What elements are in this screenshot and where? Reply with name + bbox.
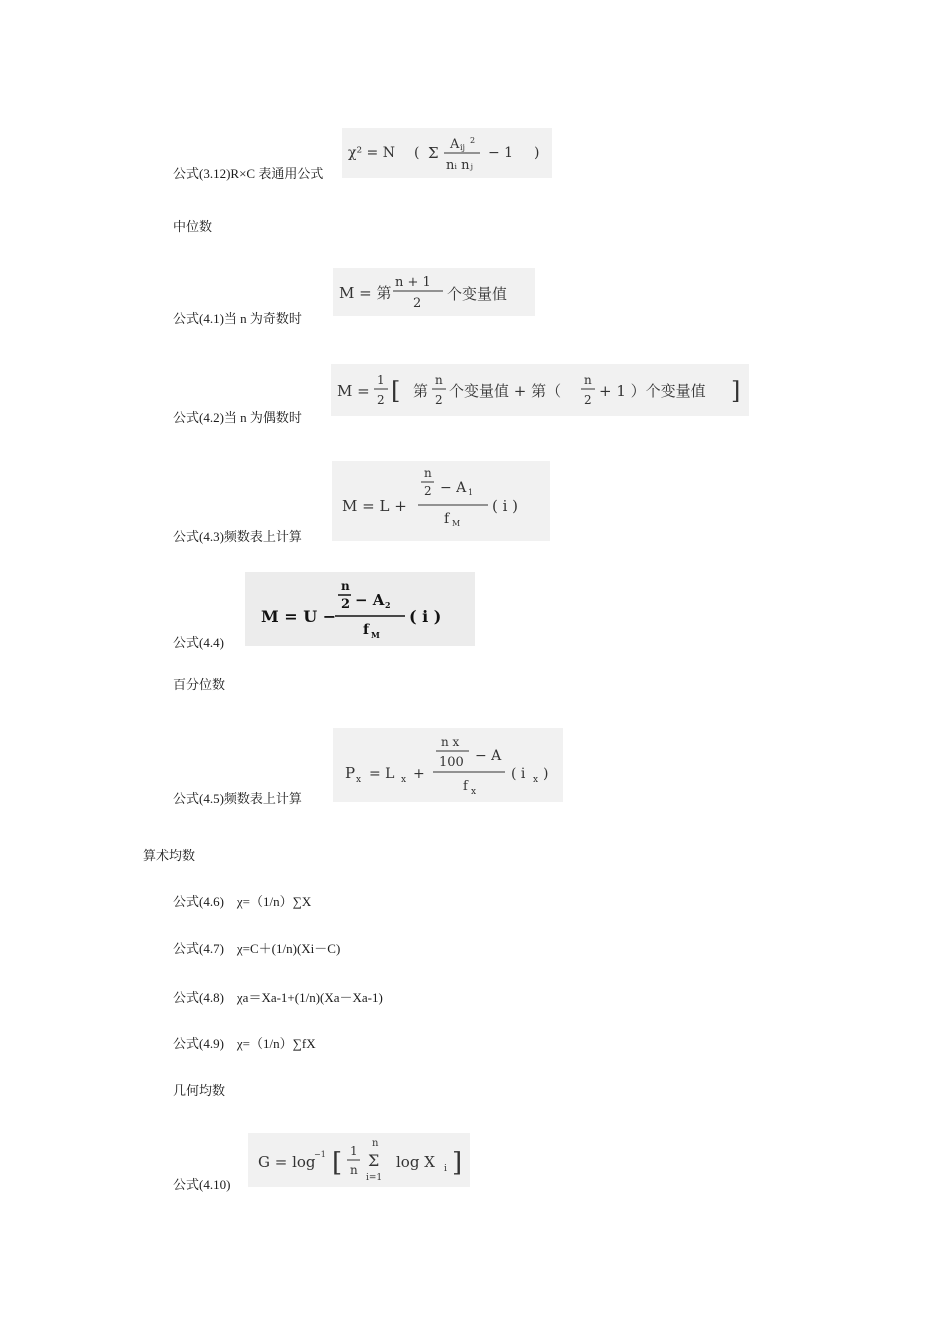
- f44-den-sub: M: [371, 630, 380, 640]
- f410-sum-top: n: [372, 1138, 379, 1149]
- f45-den-sub: x: [471, 787, 477, 797]
- f312-lhs: χ² = N: [348, 145, 395, 161]
- f44-minus-a: − A: [355, 591, 385, 609]
- f410-log: log X: [396, 1153, 435, 1171]
- f45-lhs: P: [345, 764, 356, 782]
- f45-inner-num: n x: [441, 735, 460, 749]
- f312-num-sup: 2: [470, 136, 476, 145]
- f45-eq: = L: [369, 766, 395, 782]
- formula-4-10-image: [248, 1133, 470, 1187]
- f42-p3: + 1 ）个变量值: [599, 382, 706, 400]
- f41-lhs: M = 第: [339, 284, 392, 302]
- f42-d2: 2: [584, 393, 592, 407]
- f44-inner-num: n: [341, 579, 350, 593]
- f45-tail: ( i: [511, 766, 526, 782]
- formula-4-2-label: 公式(4.2)当 n 为偶数时: [173, 410, 302, 425]
- percentile-heading: 百分位数: [173, 677, 226, 692]
- f410-lhs: G = log: [258, 1153, 316, 1171]
- f42-lhs: M =: [337, 382, 370, 400]
- f42-n2: n: [584, 373, 592, 387]
- f44-a-sub: 2: [385, 600, 391, 610]
- formula-4-8-label: 公式(4.8) χa＝Xa-1+(1/n)(Xa－Xa-1): [173, 990, 383, 1005]
- f44-den: f: [363, 622, 370, 638]
- f410-lhs-sup: −1: [314, 1150, 326, 1159]
- f44-lhs: M = U −: [261, 607, 337, 626]
- f42-p1: 第: [413, 382, 429, 400]
- formula-4-10-label: 公式(4.10): [173, 1177, 231, 1192]
- formula-4-4-label: 公式(4.4): [173, 635, 224, 650]
- f45-minus-a: − A: [475, 748, 502, 764]
- geometric-mean-heading: 几何均数: [173, 1083, 226, 1098]
- formula-4-3-label: 公式(4.3)频数表上计算: [173, 529, 302, 544]
- formula-3-12-label: 公式(3.12)R×C 表通用公式: [173, 166, 324, 181]
- f43-a-sub: 1: [468, 488, 474, 497]
- f42-half-num: 1: [377, 373, 385, 387]
- formula-4-9-label: 公式(4.9) χ=（1/n）∑fX: [173, 1036, 316, 1051]
- f42-n1: n: [435, 373, 443, 387]
- f45-lhs-sub: x: [356, 775, 362, 785]
- f43-inner-num: n: [424, 466, 432, 480]
- f45-tail-sub: x: [533, 775, 539, 785]
- f42-d1: 2: [435, 393, 443, 407]
- f410-sum-bot: i=1: [366, 1173, 383, 1183]
- median-heading: 中位数: [173, 219, 213, 234]
- f312-num: A: [450, 137, 460, 152]
- f410-sigma: Σ: [368, 1151, 380, 1170]
- f43-den-sub: M: [452, 519, 461, 528]
- f45-tail-end: ): [543, 766, 549, 782]
- arithmetic-mean-heading: 算术均数: [143, 848, 196, 863]
- f43-lhs: M = L +: [342, 497, 407, 515]
- f312-sigma: Σ: [428, 144, 439, 162]
- formula-3-12-image: [342, 128, 552, 178]
- f410-rbracket: ]: [452, 1148, 463, 1178]
- f42-p2: 个变量值 + 第（: [449, 382, 562, 400]
- f42-lbracket: [: [391, 377, 401, 405]
- f312-den: nᵢ nⱼ: [446, 158, 473, 173]
- formula-4-4-image: [245, 572, 475, 646]
- f41-tail: 个变量值: [447, 285, 508, 303]
- formula-4-3-image: [332, 461, 550, 541]
- f43-tail: ( i ): [492, 497, 519, 515]
- f45-den: f: [463, 779, 468, 794]
- f42-half-den: 2: [377, 393, 385, 407]
- f312-lparen: (: [414, 145, 420, 161]
- formula-4-1-image: [333, 268, 535, 316]
- formula-4-6-label: 公式(4.6) χ=（1/n）∑X: [173, 894, 312, 909]
- f45-plus: +: [413, 766, 425, 782]
- f41-num: n + 1: [395, 275, 431, 290]
- f44-inner-den: 2: [341, 597, 351, 612]
- f43-minus-a: − A: [440, 480, 467, 496]
- f45-inner-den: 100: [439, 755, 464, 770]
- formula-4-5-image: [333, 728, 563, 802]
- f44-tail: ( i ): [409, 607, 442, 626]
- f410-log-sub: i: [444, 1164, 447, 1174]
- f41-den: 2: [413, 296, 422, 311]
- f410-lbracket: [: [332, 1148, 343, 1178]
- formula-4-5-label: 公式(4.5)频数表上计算: [173, 791, 302, 806]
- formula-4-7-label: 公式(4.7) χ=C＋(1/n)(Xi－C): [173, 941, 341, 956]
- f45-l-sub: x: [401, 775, 407, 785]
- f312-rparen: ): [534, 145, 540, 161]
- f410-frac-den: n: [350, 1163, 358, 1177]
- f312-num-sub: ij: [460, 143, 466, 152]
- f43-inner-den: 2: [424, 484, 432, 498]
- f410-frac-num: 1: [350, 1144, 358, 1158]
- f312-tail: − 1: [488, 145, 514, 161]
- formula-4-2-image: [331, 364, 749, 416]
- f43-den: f: [444, 511, 450, 527]
- f42-rbracket: ]: [731, 377, 741, 405]
- formula-4-1-label: 公式(4.1)当 n 为奇数时: [173, 311, 302, 326]
